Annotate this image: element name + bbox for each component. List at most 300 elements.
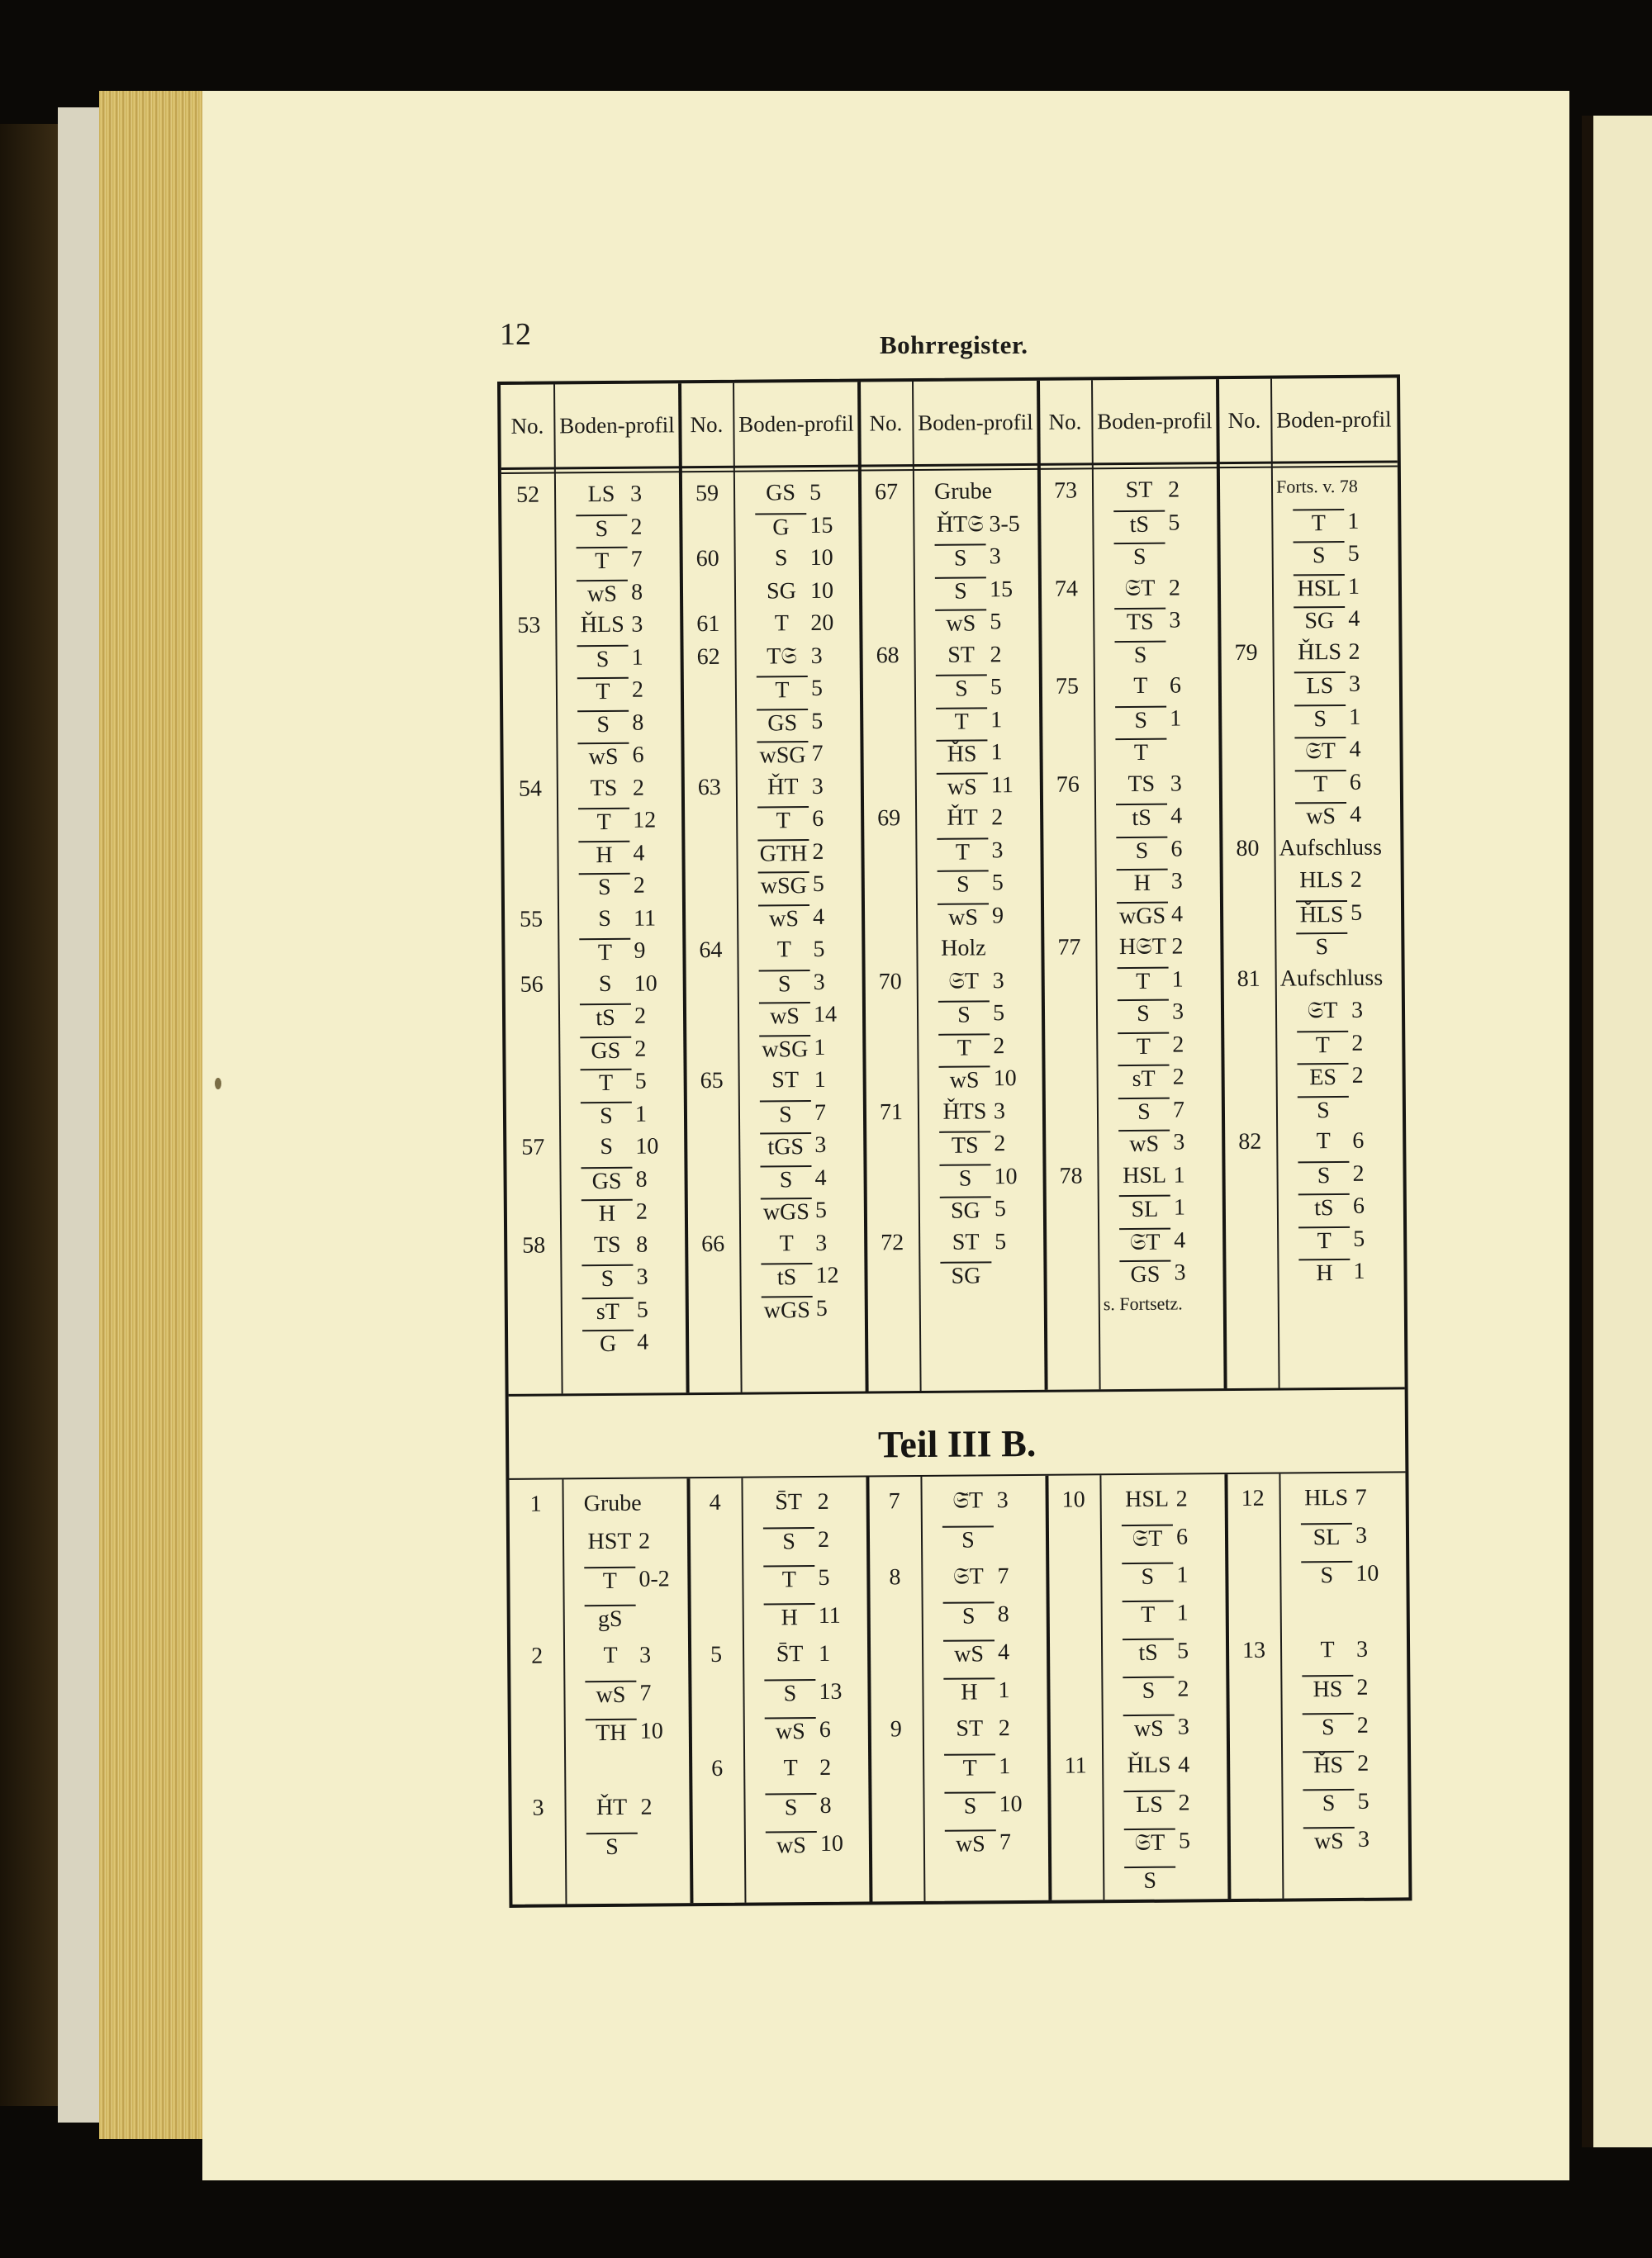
borehole-number: 81 xyxy=(1237,965,1260,992)
page-stain xyxy=(215,1078,221,1089)
soil-profile-line xyxy=(757,708,858,741)
borehole-number: 9 xyxy=(890,1716,902,1743)
soil-profile-line xyxy=(1298,1127,1399,1160)
layer-depth: 4 xyxy=(1348,605,1360,632)
soil-profile-line xyxy=(1294,605,1395,638)
soil-profile-line xyxy=(939,1065,1041,1098)
soil-profile-line xyxy=(938,1032,1040,1065)
soil-layer-code: T xyxy=(1133,672,1148,699)
borehole-number: 56 xyxy=(520,971,544,998)
soil-layer-code: 𝔖T xyxy=(1294,737,1346,765)
layer-depth: 5 xyxy=(1176,1638,1189,1664)
soil-layer-code: S xyxy=(1118,999,1169,1027)
soil-profile-line xyxy=(1294,704,1396,737)
layer-depth: 4 xyxy=(1170,803,1183,829)
soil-profile-line xyxy=(579,937,681,970)
layer-depth: 1 xyxy=(990,706,1003,733)
layer-depth: 1 xyxy=(1176,1562,1189,1588)
soil-profile-line xyxy=(1118,1032,1219,1065)
borehole-number: 7 xyxy=(888,1488,900,1515)
borehole-number: 3 xyxy=(532,1795,544,1821)
layer-depth: 2 xyxy=(817,1488,829,1515)
layer-depth: 3 xyxy=(811,773,824,799)
layer-depth: 3 xyxy=(814,1131,827,1159)
soil-profile-line xyxy=(1118,999,1219,1032)
soil-profile-line xyxy=(581,1101,682,1134)
soil-layer-code: T xyxy=(937,837,988,866)
soil-profile-line xyxy=(1303,1712,1404,1745)
layer-depth: 4 xyxy=(997,1639,1010,1666)
layer-depth: 1 xyxy=(1349,704,1361,730)
soil-profile-line xyxy=(1119,1194,1221,1227)
soil-profile-line xyxy=(757,676,858,709)
soil-layer-code: G xyxy=(582,1330,634,1358)
layer-depth: 2 xyxy=(1356,1674,1369,1701)
soil-layer-code: S xyxy=(935,543,986,572)
soil-profile-line xyxy=(1293,508,1394,541)
soil-layer-code: 𝔖T xyxy=(1122,1525,1173,1553)
borehole-number: 78 xyxy=(1059,1162,1083,1189)
layer-depth: 5 xyxy=(992,1000,1005,1027)
soil-profile-line xyxy=(934,478,1036,511)
soil-layer-code: S xyxy=(1296,932,1347,961)
soil-layer-code: T xyxy=(944,1753,995,1781)
soil-layer-code: T xyxy=(577,547,628,575)
soil-profile-line xyxy=(763,1489,865,1522)
layer-depth: 1 xyxy=(1173,1161,1185,1188)
layer-depth: 3 xyxy=(1173,1129,1185,1155)
header-profile-line1: Boden- xyxy=(918,410,984,436)
header-profile-line1: Boden- xyxy=(738,411,805,437)
soil-layer-code: H xyxy=(582,1199,633,1227)
borehole-number: 75 xyxy=(1055,673,1080,700)
layer-depth: 7 xyxy=(1172,1096,1185,1123)
header-no: No. xyxy=(690,411,724,438)
header-profile-line2: profil xyxy=(624,412,675,438)
soil-layer-code: T xyxy=(577,677,629,705)
soil-layer-code: SG xyxy=(940,1261,991,1289)
soil-profile-line xyxy=(577,579,678,612)
header-profile-line1: Boden- xyxy=(559,412,625,439)
soil-layer-code: LS xyxy=(587,481,615,508)
soil-layer-code: wSG xyxy=(759,1035,810,1063)
layer-depth: 2 xyxy=(1352,1160,1365,1187)
soil-layer-code: ST xyxy=(1125,477,1153,504)
layer-depth: 14 xyxy=(813,1001,838,1028)
soil-profile-line xyxy=(1279,834,1383,867)
soil-layer-code: S xyxy=(759,970,810,998)
soil-layer-code: T xyxy=(579,938,630,966)
soil-profile-line xyxy=(1298,1258,1400,1291)
soil-layer-code: GS xyxy=(757,709,808,737)
layer-depth: 3 xyxy=(996,1487,1009,1514)
layer-depth: 10 xyxy=(994,1163,1018,1189)
soil-profile-line xyxy=(765,1755,866,1788)
layer-depth: 5 xyxy=(815,1295,828,1321)
soil-layer-code: tS xyxy=(580,1003,631,1032)
soil-layer-code: S xyxy=(944,1791,995,1819)
soil-profile-line xyxy=(1301,1560,1403,1593)
soil-profile-line xyxy=(761,1198,862,1231)
soil-profile-line xyxy=(757,741,858,774)
soil-layer-code: wS xyxy=(935,609,986,637)
soil-layer-code: LS xyxy=(1123,1791,1175,1819)
soil-layer-code: ȞTS xyxy=(942,1098,987,1125)
layer-depth: 3 xyxy=(1171,999,1184,1025)
soil-layer-code: T xyxy=(763,1565,814,1593)
borehole-number: 59 xyxy=(695,480,719,507)
soil-layer-code: HLS xyxy=(1299,866,1344,894)
layer-depth: 5 xyxy=(1347,540,1360,567)
layer-depth: 5 xyxy=(811,708,824,734)
soil-profile-line xyxy=(937,771,1038,804)
borehole-number: 61 xyxy=(696,610,720,638)
soil-profile-line xyxy=(585,1680,686,1713)
borehole-register-table xyxy=(497,374,1412,1908)
soil-profile-line xyxy=(577,546,678,579)
borehole-number: 54 xyxy=(518,776,542,802)
soil-profile-line xyxy=(580,970,681,1003)
layer-depth: 5 xyxy=(809,479,822,506)
soil-profile-line xyxy=(761,1230,862,1263)
soil-profile-line xyxy=(584,1566,686,1599)
soil-profile-line xyxy=(581,1068,682,1101)
layer-depth: 15 xyxy=(989,576,1014,602)
borehole-number: 67 xyxy=(874,479,899,505)
soil-layer-code: GTH xyxy=(757,839,809,867)
layer-depth: 7 xyxy=(811,740,824,767)
soil-layer-code: 𝔖̄T xyxy=(952,1487,984,1514)
borehole-number: 82 xyxy=(1238,1128,1262,1155)
soil-layer-code: S xyxy=(576,514,627,542)
soil-profile-line xyxy=(1123,1638,1224,1671)
soil-profile-line xyxy=(1298,1062,1399,1095)
soil-profile-line xyxy=(1295,801,1397,834)
soil-profile-line xyxy=(1294,671,1396,704)
soil-profile-line xyxy=(581,1166,682,1199)
layer-depth: 5 xyxy=(634,1068,647,1094)
soil-profile-line xyxy=(578,807,680,840)
soil-layer-code: 𝔖T xyxy=(952,1563,984,1590)
layer-depth: 3 xyxy=(1174,1259,1186,1286)
no-profile-divider xyxy=(741,1478,746,1903)
soil-profile-line xyxy=(1117,933,1218,966)
soil-layer-code: wS xyxy=(758,904,809,932)
soil-layer-code: wS xyxy=(939,1065,990,1093)
soil-layer-code: S xyxy=(935,576,986,605)
soil-layer-code: S xyxy=(1298,1095,1349,1123)
soil-layer-code: S xyxy=(598,905,612,932)
header-soil-profile xyxy=(553,383,681,467)
soil-profile-line xyxy=(1114,542,1216,575)
soil-profile-line xyxy=(1296,866,1398,899)
soil-layer-code: T xyxy=(783,1755,798,1781)
layer-depth: 2 xyxy=(994,1131,1006,1157)
layer-depth: 4 xyxy=(812,904,825,930)
section-rule-top xyxy=(509,1387,1405,1397)
soil-layer-code: T xyxy=(757,806,809,834)
soil-layer-code: wS xyxy=(943,1639,995,1667)
layer-depth: 11 xyxy=(633,905,657,932)
soil-profile-line xyxy=(1122,1524,1223,1557)
soil-profile-line xyxy=(939,1163,1041,1196)
soil-layer-code: ST xyxy=(952,1228,980,1255)
soil-layer-code: Grube xyxy=(933,478,993,505)
soil-profile-line xyxy=(1113,510,1215,543)
layer-depth: 1 xyxy=(1176,1600,1189,1626)
layer-depth: 10 xyxy=(1355,1560,1379,1587)
soil-layer-code: LS xyxy=(1294,671,1346,700)
soil-layer-code: gS xyxy=(585,1605,636,1633)
soil-layer-code: S xyxy=(1123,1677,1174,1705)
layer-depth: 5 xyxy=(995,1228,1007,1255)
layer-depth: 4 xyxy=(1174,1226,1186,1254)
soil-layer-code: ȞT xyxy=(596,1794,628,1821)
layer-depth: 1 xyxy=(631,644,643,671)
soil-profile-line xyxy=(756,643,857,676)
soil-layer-code: sT xyxy=(1118,1065,1170,1093)
soil-profile-line xyxy=(1117,868,1218,901)
soil-layer-code: HSL xyxy=(1125,1486,1170,1513)
soil-profile-line xyxy=(1118,1162,1220,1195)
soil-layer-code: wGS xyxy=(761,1198,812,1226)
soil-layer-code: T xyxy=(938,1033,990,1061)
layer-depth: 2 xyxy=(1171,933,1184,960)
soil-layer-code: S xyxy=(764,1679,815,1707)
soil-layer-code: S̄T xyxy=(775,1489,803,1516)
layer-depth: 5 xyxy=(990,609,1002,635)
soil-profile-line xyxy=(586,1718,687,1751)
layer-depth: 5 xyxy=(813,936,825,963)
soil-profile-line xyxy=(576,481,677,514)
soil-layer-code: S xyxy=(1116,836,1167,864)
layer-depth: 5 xyxy=(636,1297,648,1323)
soil-layer-code: SG xyxy=(1294,606,1345,634)
layer-depth: 8 xyxy=(630,579,643,605)
soil-profile-line xyxy=(1123,1676,1224,1709)
layer-depth: 10 xyxy=(819,1830,844,1857)
header-profile-line2: profil xyxy=(1341,406,1392,432)
soil-profile-line xyxy=(938,902,1039,935)
layer-depth: 2 xyxy=(635,1198,648,1225)
layer-depth: 2 xyxy=(634,1036,647,1062)
layer-depth: 9 xyxy=(991,902,1004,928)
soil-layer-code: T xyxy=(1118,1032,1169,1060)
soil-layer-code: S xyxy=(936,674,987,702)
soil-profile-line xyxy=(1116,771,1218,804)
soil-profile-line xyxy=(765,1793,866,1826)
header-profile-line2: profil xyxy=(1162,408,1213,434)
layer-depth: 1 xyxy=(814,1034,826,1060)
soil-layer-code: 𝔖T xyxy=(1124,1829,1175,1857)
soil-layer-code: ȞLS xyxy=(580,611,624,638)
soil-profile-line xyxy=(1123,1752,1225,1785)
layer-depth: 6 xyxy=(1170,836,1183,862)
soil-layer-code: S xyxy=(1122,1563,1173,1591)
soil-layer-code: Aufschluss xyxy=(1279,834,1383,861)
soil-layer-code: T xyxy=(603,1642,618,1669)
layer-depth: 10 xyxy=(634,970,657,997)
soil-layer-code: Aufschluss xyxy=(1279,965,1384,992)
layer-depth: 1 xyxy=(990,739,1003,766)
layer-depth: 5 xyxy=(810,675,824,702)
soil-layer-code: G xyxy=(755,513,806,541)
layer-depth: 15 xyxy=(809,512,833,538)
facing-page-edge xyxy=(1582,116,1652,2147)
layer-depth: 4 xyxy=(814,1165,827,1191)
layer-depth: 3 xyxy=(813,969,825,995)
soil-layer-code: HS xyxy=(1302,1675,1353,1703)
soil-profile-line xyxy=(937,837,1038,870)
soil-profile-line xyxy=(1303,1826,1405,1859)
soil-layer-code: wS xyxy=(759,1002,810,1030)
layer-depth: 5 xyxy=(990,674,1003,700)
layer-depth: 4 xyxy=(1349,736,1361,762)
borehole-number: 65 xyxy=(700,1067,724,1094)
soil-layer-code: T xyxy=(1316,1128,1331,1155)
layer-depth: 3 xyxy=(1355,1522,1368,1549)
layer-depth: 3 xyxy=(810,643,823,669)
soil-profile-line xyxy=(1122,1562,1223,1595)
borehole-number: 79 xyxy=(1234,639,1258,666)
layer-depth: 12 xyxy=(815,1262,839,1289)
soil-profile-line xyxy=(577,676,679,709)
layer-depth: 2 xyxy=(640,1794,653,1820)
soil-layer-code: tS xyxy=(1113,510,1165,538)
layer-depth: 5 xyxy=(1178,1828,1191,1854)
borehole-number: 69 xyxy=(877,805,901,832)
layer-depth: 10 xyxy=(999,1791,1023,1818)
soil-profile-line xyxy=(944,1753,1046,1786)
soil-layer-code: S xyxy=(943,1601,995,1629)
soil-layer-code: H𝔖T xyxy=(1118,933,1167,961)
soil-layer-code: ȞT𝔖 xyxy=(936,510,984,538)
soil-profile-line xyxy=(759,1034,861,1067)
soil-profile-line xyxy=(585,1642,686,1675)
soil-profile-line xyxy=(1298,1160,1399,1193)
soil-layer-code: S xyxy=(581,1101,632,1129)
soil-layer-code: wS xyxy=(945,1829,996,1857)
soil-profile-line xyxy=(582,1329,684,1362)
layer-depth: 1 xyxy=(1347,508,1360,534)
soil-profile-line xyxy=(766,1831,867,1864)
soil-layer-code: H xyxy=(578,840,629,868)
soil-layer-code: S xyxy=(760,1165,811,1193)
section-rule-bottom xyxy=(509,1471,1405,1480)
soil-profile-line xyxy=(1122,1486,1223,1519)
soil-layer-code: HLS xyxy=(1304,1484,1349,1511)
header-soil-profile xyxy=(733,382,860,466)
soil-profile-line xyxy=(1294,638,1395,671)
soil-profile-line xyxy=(1303,1788,1404,1821)
soil-layer-code: T xyxy=(779,1230,794,1256)
soil-profile-line xyxy=(1113,477,1215,510)
soil-profile-line xyxy=(580,1036,681,1069)
soil-layer-code: S xyxy=(1115,705,1166,733)
soil-layer-code: Grube xyxy=(583,1490,642,1517)
header-profile-line1: Boden- xyxy=(1097,408,1163,434)
soil-profile-line xyxy=(761,1263,862,1296)
layer-depth: 3 xyxy=(1170,868,1183,894)
soil-profile-line xyxy=(757,773,859,806)
soil-profile-line xyxy=(1280,965,1382,998)
soil-layer-code: S xyxy=(600,1133,614,1160)
borehole-number: 72 xyxy=(881,1229,904,1255)
soil-profile-line xyxy=(758,937,860,970)
layer-depth: 7 xyxy=(814,1099,827,1126)
layer-depth: 20 xyxy=(810,610,834,637)
layer-depth: 6 xyxy=(1352,1193,1365,1219)
layer-depth: 10 xyxy=(809,544,833,572)
layer-depth: 5 xyxy=(1353,1226,1365,1252)
soil-profile-line xyxy=(1295,769,1397,802)
soil-profile-line xyxy=(1116,836,1218,869)
soil-layer-code: T xyxy=(936,707,987,735)
soil-profile-line xyxy=(760,1099,862,1132)
soil-layer-code: S xyxy=(1114,543,1165,571)
layer-depth: 7 xyxy=(999,1829,1012,1856)
soil-layer-code: S xyxy=(760,1100,811,1128)
header-profile-line1: Boden- xyxy=(1276,406,1342,433)
soil-profile-line xyxy=(765,1717,866,1750)
layer-depth: 10 xyxy=(639,1718,663,1744)
borehole-number: 11 xyxy=(1064,1753,1087,1779)
soil-profile-line xyxy=(1298,1193,1400,1226)
soil-profile-line xyxy=(1119,1227,1221,1260)
soil-layer-code: T𝔖 xyxy=(767,643,798,669)
layer-depth: 3 xyxy=(1348,671,1361,697)
soil-profile-line xyxy=(763,1565,865,1598)
soil-profile-line xyxy=(1294,736,1396,769)
layer-depth: 2 xyxy=(633,872,645,899)
soil-layer-code: HSL xyxy=(1294,573,1345,601)
soil-layer-code: TS xyxy=(590,775,618,801)
borehole-number: 71 xyxy=(879,1098,904,1125)
layer-depth: 2 xyxy=(1357,1750,1370,1777)
borehole-number: 10 xyxy=(1061,1487,1085,1513)
layer-depth: 11 xyxy=(990,771,1014,798)
soil-layer-code: wSG xyxy=(758,871,809,899)
soil-layer-code: S xyxy=(1114,640,1165,668)
soil-layer-code: wGS xyxy=(762,1296,813,1324)
layer-depth: 1 xyxy=(814,1066,826,1093)
soil-profile-line xyxy=(936,706,1037,739)
borehole-number: 5 xyxy=(710,1641,723,1668)
soil-profile-line xyxy=(755,480,857,513)
soil-profile-line xyxy=(1298,1226,1400,1259)
soil-layer-code: wSG xyxy=(757,741,808,769)
soil-layer-code: S xyxy=(1118,1097,1170,1125)
soil-profile-line xyxy=(1116,803,1218,836)
layer-depth: 5 xyxy=(1350,899,1363,926)
soil-profile-line xyxy=(937,804,1038,837)
layer-depth: 2 xyxy=(817,1526,830,1553)
soil-layer-code: wS xyxy=(938,903,989,931)
soil-layer-code: tS xyxy=(1116,804,1167,832)
soil-layer-code: wS xyxy=(577,579,628,607)
soil-layer-code: S xyxy=(1303,1789,1354,1817)
soil-layer-code: S xyxy=(586,1833,638,1861)
layer-depth: 2 xyxy=(1351,1062,1364,1089)
borehole-number: 62 xyxy=(696,643,720,670)
soil-layer-code: wS xyxy=(765,1717,816,1745)
layer-depth: 5 xyxy=(1357,1788,1370,1814)
header-soil-profile xyxy=(1091,379,1218,463)
soil-profile-line xyxy=(764,1603,866,1636)
layer-depth: 8 xyxy=(635,1166,648,1193)
soil-layer-code: S xyxy=(1294,704,1346,732)
layer-depth: 3 xyxy=(993,1098,1006,1124)
